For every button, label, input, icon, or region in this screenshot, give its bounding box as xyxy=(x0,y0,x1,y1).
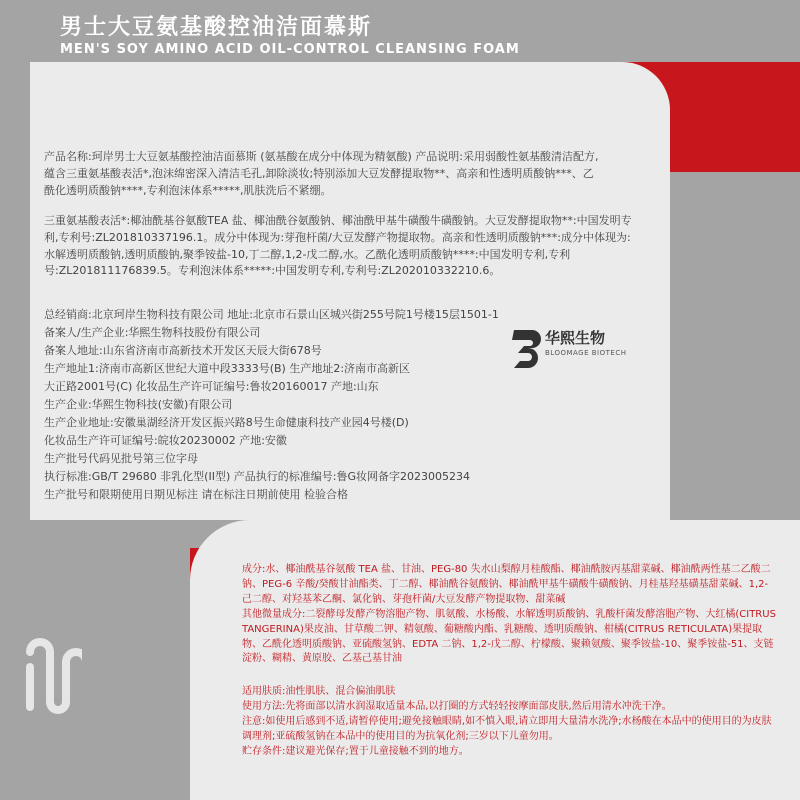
ingredient-notes: 三重氨基酸表活*:椰油酰基谷氨酸TEA 盐、椰油酰谷氨酸钠、椰油酰甲基牛磺酸牛磺酸钠。大豆发酵提取物**:中国发明专利,专利号:ZL201810337196.1。成分中体现为:芽孢杆菌/大豆发酵产物提取物。高亲和性透明质酸钠***:成分中体现为:水解透明质酸钠,透明质酸钠,聚季铵盐-10,丁二醇,1,2-戊二醇,水。乙酰化透明质酸钠****:中国发明专利,专利号:ZL201811176839.5。专利泡沫体系*****:中国发明专利,专利号:ZL202010332210.6。 xyxy=(44,214,632,278)
producer-anhui-line: 生产企业:华熙生物科技(安徽)有限公司 xyxy=(44,398,233,411)
caution-text: 注意:如使用后感到不适,请暂停使用;避免接触眼睛,如不慎入眼,请立即用大量清水洗净;水杨酸在本品中的使用目的为皮肤调理剂;亚硫酸氢钠在本品中的使用目的为抗氧化剂;三岁以下儿童勿用。 xyxy=(242,716,772,742)
skin-type: 适用肤质:油性肌肤、混合偏油肌肤 xyxy=(242,686,396,697)
brand-name-cn: 华熙生物 xyxy=(545,329,606,347)
product-title: 男士大豆氨基酸控油洁面慕斯 xyxy=(60,15,373,40)
usage-method: 使用方法:先将面部以清水润湿取适量本品,以打圈的方式轻轻按摩面部皮肤,然后用清水冲洗干净。 xyxy=(242,701,672,712)
registrant-address-line: 备案人地址:山东省济南市高新技术开发区天辰大街678号 xyxy=(44,344,322,357)
producer-anhui-address-line: 生产企业地址:安徽巢湖经济开发区振兴路8号生命健康科技产业园4号楼(D) xyxy=(44,416,409,429)
registrant-line: 备案人/生产企业:华熙生物科技股份有限公司 xyxy=(44,326,261,339)
standard-line: 执行标准:GB/T 29680 非乳化型(II型) 产品执行的标准编号:鲁G妆网备字2023005234 xyxy=(44,470,470,483)
license-line-shandong: 大正路2001号(C) 化妆品生产许可证编号:鲁妆20160017 产地:山东 xyxy=(44,380,379,393)
ingredients-main: 成分:水、椰油酰基谷氨酸 TEA 盐、甘油、PEG-80 失水山梨醇月桂酸酯、椰油酰胺丙基甜菜碱、椰油酰两性基二乙酸二钠、PEG-6 辛酸/癸酸甘油酯类、丁二醇、椰油酰谷氨酸钠、椰油酰甲基牛磺酸牛磺酸钠、月桂基羟基磺基甜菜碱、1,2-己二醇、对羟基苯乙酮、氯化钠、芽孢杆菌/大豆发酵产物提取物、甜菜碱 xyxy=(242,564,771,605)
product-subtitle: MEN'S SOY AMINO ACID OIL-CONTROL CLEANSING FOAM xyxy=(60,42,520,57)
brand-mark-icon xyxy=(22,632,82,727)
product-description: 产品名称:珂岸男士大豆氨基酸控油洁面慕斯 (氨基酸在成分中体现为精氨酸) 产品说明:采用弱酸性氨基酸清洁配方,蕴含三重氨基酸表活*,泡沫绵密深入清洁毛孔,卸除淡妆;特别添加大豆发酵提取物**、高亲和性透明质酸钠***、乙酰化透明质酸钠****,专利泡沫体系*****,肌肤洗后不紧绷。 xyxy=(44,150,599,197)
production-address-line: 生产地址1:济南市高新区世纪大道中段3333号(B) 生产地址2:济南市高新区 xyxy=(44,362,411,375)
expiry-line: 生产批号和限期使用日期见标注 请在标注日期前使用 检验合格 xyxy=(44,488,348,501)
brand-name-en: BLOOMAGE BIOTECH xyxy=(545,349,627,357)
batch-code-line: 生产批号代码见批号第三位字母 xyxy=(44,452,198,465)
storage-text: 贮存条件:建议避光保存;置于儿童接触不到的地方。 xyxy=(242,746,469,757)
license-line-anhui: 化妆品生产许可证编号:皖妆20230002 产地:安徽 xyxy=(44,434,287,447)
ingredients-minor: 其他微量成分:二裂酵母发酵产物溶胞产物、肌氨酸、水杨酸、水解透明质酸钠、乳酸杆菌发酵溶胞产物、大红橘(CITRUS TANGERINA)果皮油、甘草酸二钾、精氨酸、葡糖酸内酯、乳糖酸、透明质酸钠、柑橘(CITRUS RETICULATA)果提取物、乙酰化透明质酸钠、亚硫酸氢钠、EDTA 二钠、1,2-戊二醇、柠檬酸、聚赖氨酸、聚季铵盐-10、聚季铵盐-51、支链淀粉、糊精、黄原胶、乙基己基甘油 xyxy=(242,609,776,665)
distributor-line: 总经销商:北京珂岸生物科技有限公司 地址:北京市石景山区城兴街255号院1号楼15层1501-1 xyxy=(44,308,499,321)
